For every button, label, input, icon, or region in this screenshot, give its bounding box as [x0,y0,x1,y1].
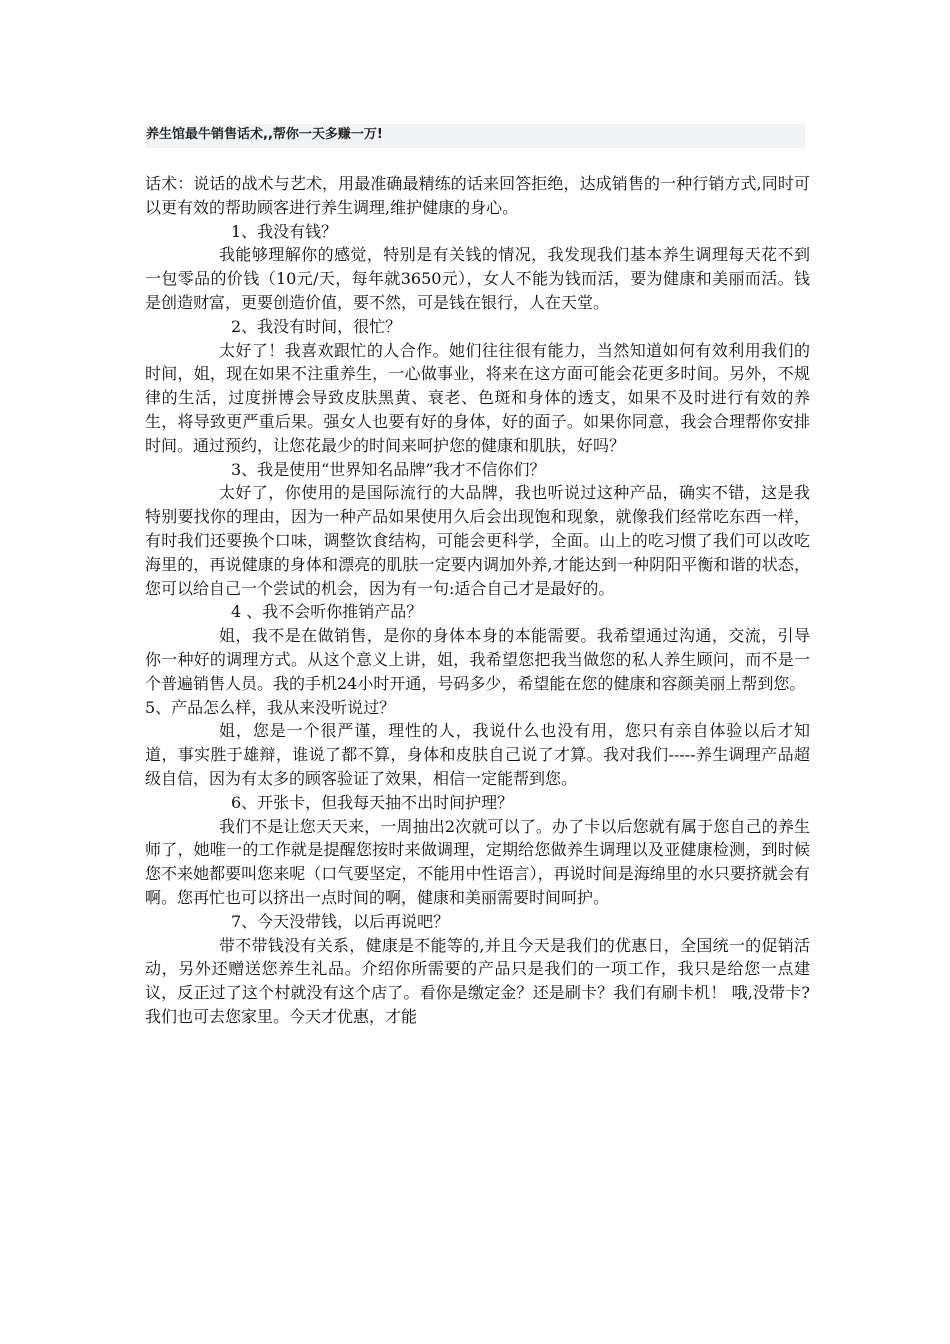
section-heading-3: 3、我是使用“世界知名品牌”我才不信你们？ [231,459,546,479]
section-body-7: 带不带钱没有关系，健康是不能等的,并且今天是我们的优惠日，全国统一的促销活动，另外还赠送您养生礼品。介绍你所需要的产品只是我们的一项工作，我只是给您一点建议，反正过了这个村就没有这个店了。看你是缴定金？还是刷卡？我们有刷卡机！ 哦,没带卡?我们也可去您家里。今天才优惠，才能 [145,935,810,1026]
section-body-6: 我们不是让您天天来，一周抽出2次就可以了。办了卡以后您就有属于您自己的养生师了，她唯一的工作就是提醒您按时来做调理，定期给您做养生调理以及亚健康检测，到时候您不来她都要叫您来呢（口气要坚定，不能用中性语言），再说时间是海绵里的水只要挤就会有啊。您再忙也可以挤出一点时间的啊，健康和美丽需要时间呵护。 [145,816,810,907]
section-body-5: 姐，您是一个很严谨，理性的人，我说什么也没有用，您只有亲自体验以后才知道，事实胜于雄辩，谁说了都不算，身体和皮肤自己说了才算。我对我们-----养生调理产品超级自信，因为有太多的顾客验证了效果，相信一定能帮到您。 [145,721,810,788]
article-body [145,172,810,1029]
section-heading-2: 2、我没有时间，很忙？ [231,316,402,336]
section-heading-5: 5、产品怎么样，我从来没听说过？ [145,697,396,717]
section-body-1: 我能够理解你的感觉，特别是有关钱的情况，我发现我们基本养生调理每天花不到一包零品的价钱（10元/天，每年就3650元），女人不能为钱而活，要为健康和美丽而活。钱是创造财富，更要创造价值，要不然，可是钱在银行，人在天堂。 [145,245,810,312]
intro-paragraph: 话术：说话的战术与艺术，用最准确最精练的话来回答拒绝，达成销售的一种行销方式,同时可以更有效的帮助顾客进行养生调理,维护健康的身心。 [145,174,810,217]
section-body-4: 姐，我不是在做销售，是你的身体本身的本能需要。我希望通过沟通，交流，引导你一种好的调理方式。从这个意义上讲，姐，我希望您把我当做您的私人养生顾问，而不是一个普遍销售人员。我的手机24小时开通，号码多少，希望能在您的健康和容颜美丽上帮到您。 [145,626,810,693]
section-heading-4: 4 、我不会听你推销产品？ [231,602,423,622]
article-title: 养生馆最牛销售话术,,帮你一天多赚一万! [146,127,383,142]
section-heading-1: 1、我没有钱？ [231,221,338,241]
section-heading-7: 7、今天没带钱，以后再说吧？ [231,911,450,931]
section-body-3: 太好了，你使用的是国际流行的大品牌，我也听说过这种产品，确实不错，这是我特别要找你的理由，因为一种产品如果使用久后会出现饱和现象，就像我们经常吃东西一样，有时我们还要换个口味，调整饮食结构，可能会更科学，全面。山上的吃习惯了我们可以改吃海里的，再说健康的身体和漂亮的肌肤一定要内调加外养,才能达到一种阴阳平衡和谐的状态，您可以给自己一个尝试的机会，因为有一句:适合自己才是最好的。 [145,483,810,598]
section-body-2: 太好了！我喜欢跟忙的人合作。她们往往很有能力，当然知道如何有效利用我们的时间，姐，现在如果不注重养生，一心做事业，将来在这方面可能会花更多时间。另外，不规律的生活，过度拼博会导致皮肤黑黄、衰老、色斑和身体的透支，如果不及时进行有效的养生，将导致更严重后果。强女人也要有好的身体，好的面子。如果你同意，我会合理帮你安排时间。通过预约，让您花最少的时间来呵护您的健康和肌肤，好吗？ [145,340,810,455]
section-heading-6: 6、开张卡，但我每天抽不出时间护理？ [231,792,514,812]
